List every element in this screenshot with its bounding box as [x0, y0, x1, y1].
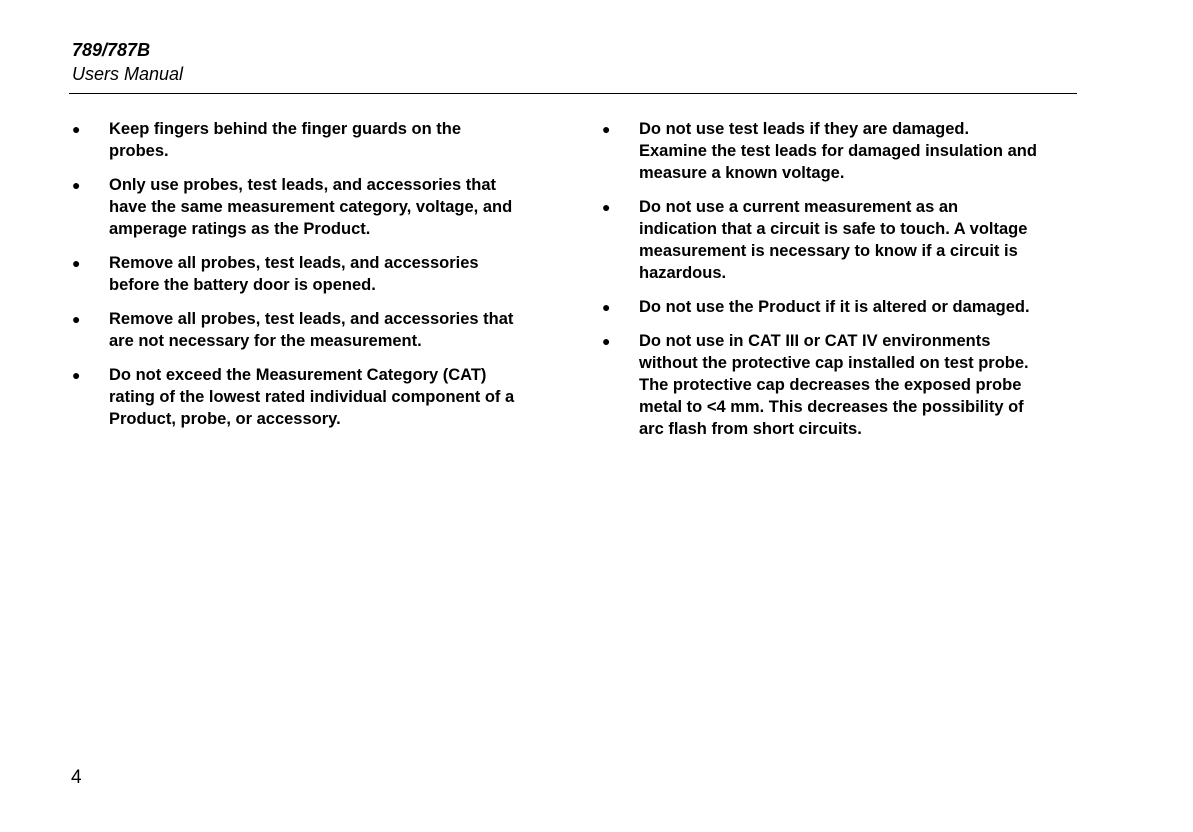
- list-item: [70, 364, 520, 430]
- list-item: [600, 330, 1040, 440]
- list-item: [70, 174, 520, 240]
- list-item-text: Only use probes, test leads, and accessories that have the same measurement category, voltage, and amperage ratings as the Product.: [109, 176, 513, 238]
- bullet-icon: ●: [72, 177, 81, 193]
- right-warning-list: [600, 118, 1040, 452]
- list-item-text: Remove all probes, test leads, and accessories before the battery door is opened.: [109, 254, 479, 294]
- list-item: [70, 252, 520, 296]
- bullet-icon: ●: [72, 311, 81, 327]
- manual-title: Users Manual: [72, 64, 184, 84]
- page-number: 4: [71, 767, 82, 788]
- list-item-text: Remove all probes, test leads, and accessories that are not necessary for the measurement.: [109, 310, 514, 350]
- list-item-text: Do not use test leads if they are damaged. Examine the test leads for damaged insulation and measure a known voltage.: [639, 120, 1037, 182]
- bullet-icon: ●: [602, 333, 611, 349]
- bullet-icon: ●: [72, 255, 81, 271]
- bullet-icon: ●: [72, 367, 81, 383]
- list-item-text: Do not use the Product if it is altered or damaged.: [639, 298, 1030, 316]
- bullet-icon: ●: [72, 121, 81, 137]
- list-item-text: Do not use a current measurement as an indication that a circuit is safe to touch. A voltage measurement is necessary to know if a circuit is hazardous.: [639, 198, 1028, 282]
- list-item-text: Do not exceed the Measurement Category (CAT) rating of the lowest rated individual component of a Product, probe, or accessory.: [109, 366, 515, 428]
- list-item: [600, 296, 1040, 318]
- list-item: [600, 196, 1040, 284]
- header-rule: [69, 93, 1077, 94]
- bullet-icon: ●: [602, 121, 611, 137]
- page-header: [72, 38, 183, 86]
- list-item-text: Do not use in CAT III or CAT IV environments without the protective cap installed on test probe. The protective cap decreases the exposed probe metal to <4 mm. This decreases the possibility of arc flash from short circuits.: [639, 332, 1029, 438]
- left-warning-list: [70, 118, 520, 442]
- list-item-text: Keep fingers behind the finger guards on the probes.: [109, 120, 462, 160]
- bullet-icon: ●: [602, 199, 611, 215]
- bullet-icon: ●: [602, 299, 611, 315]
- model-number: 789/787B: [72, 40, 151, 60]
- list-item: [70, 308, 520, 352]
- list-item: [70, 118, 520, 162]
- list-item: [600, 118, 1040, 184]
